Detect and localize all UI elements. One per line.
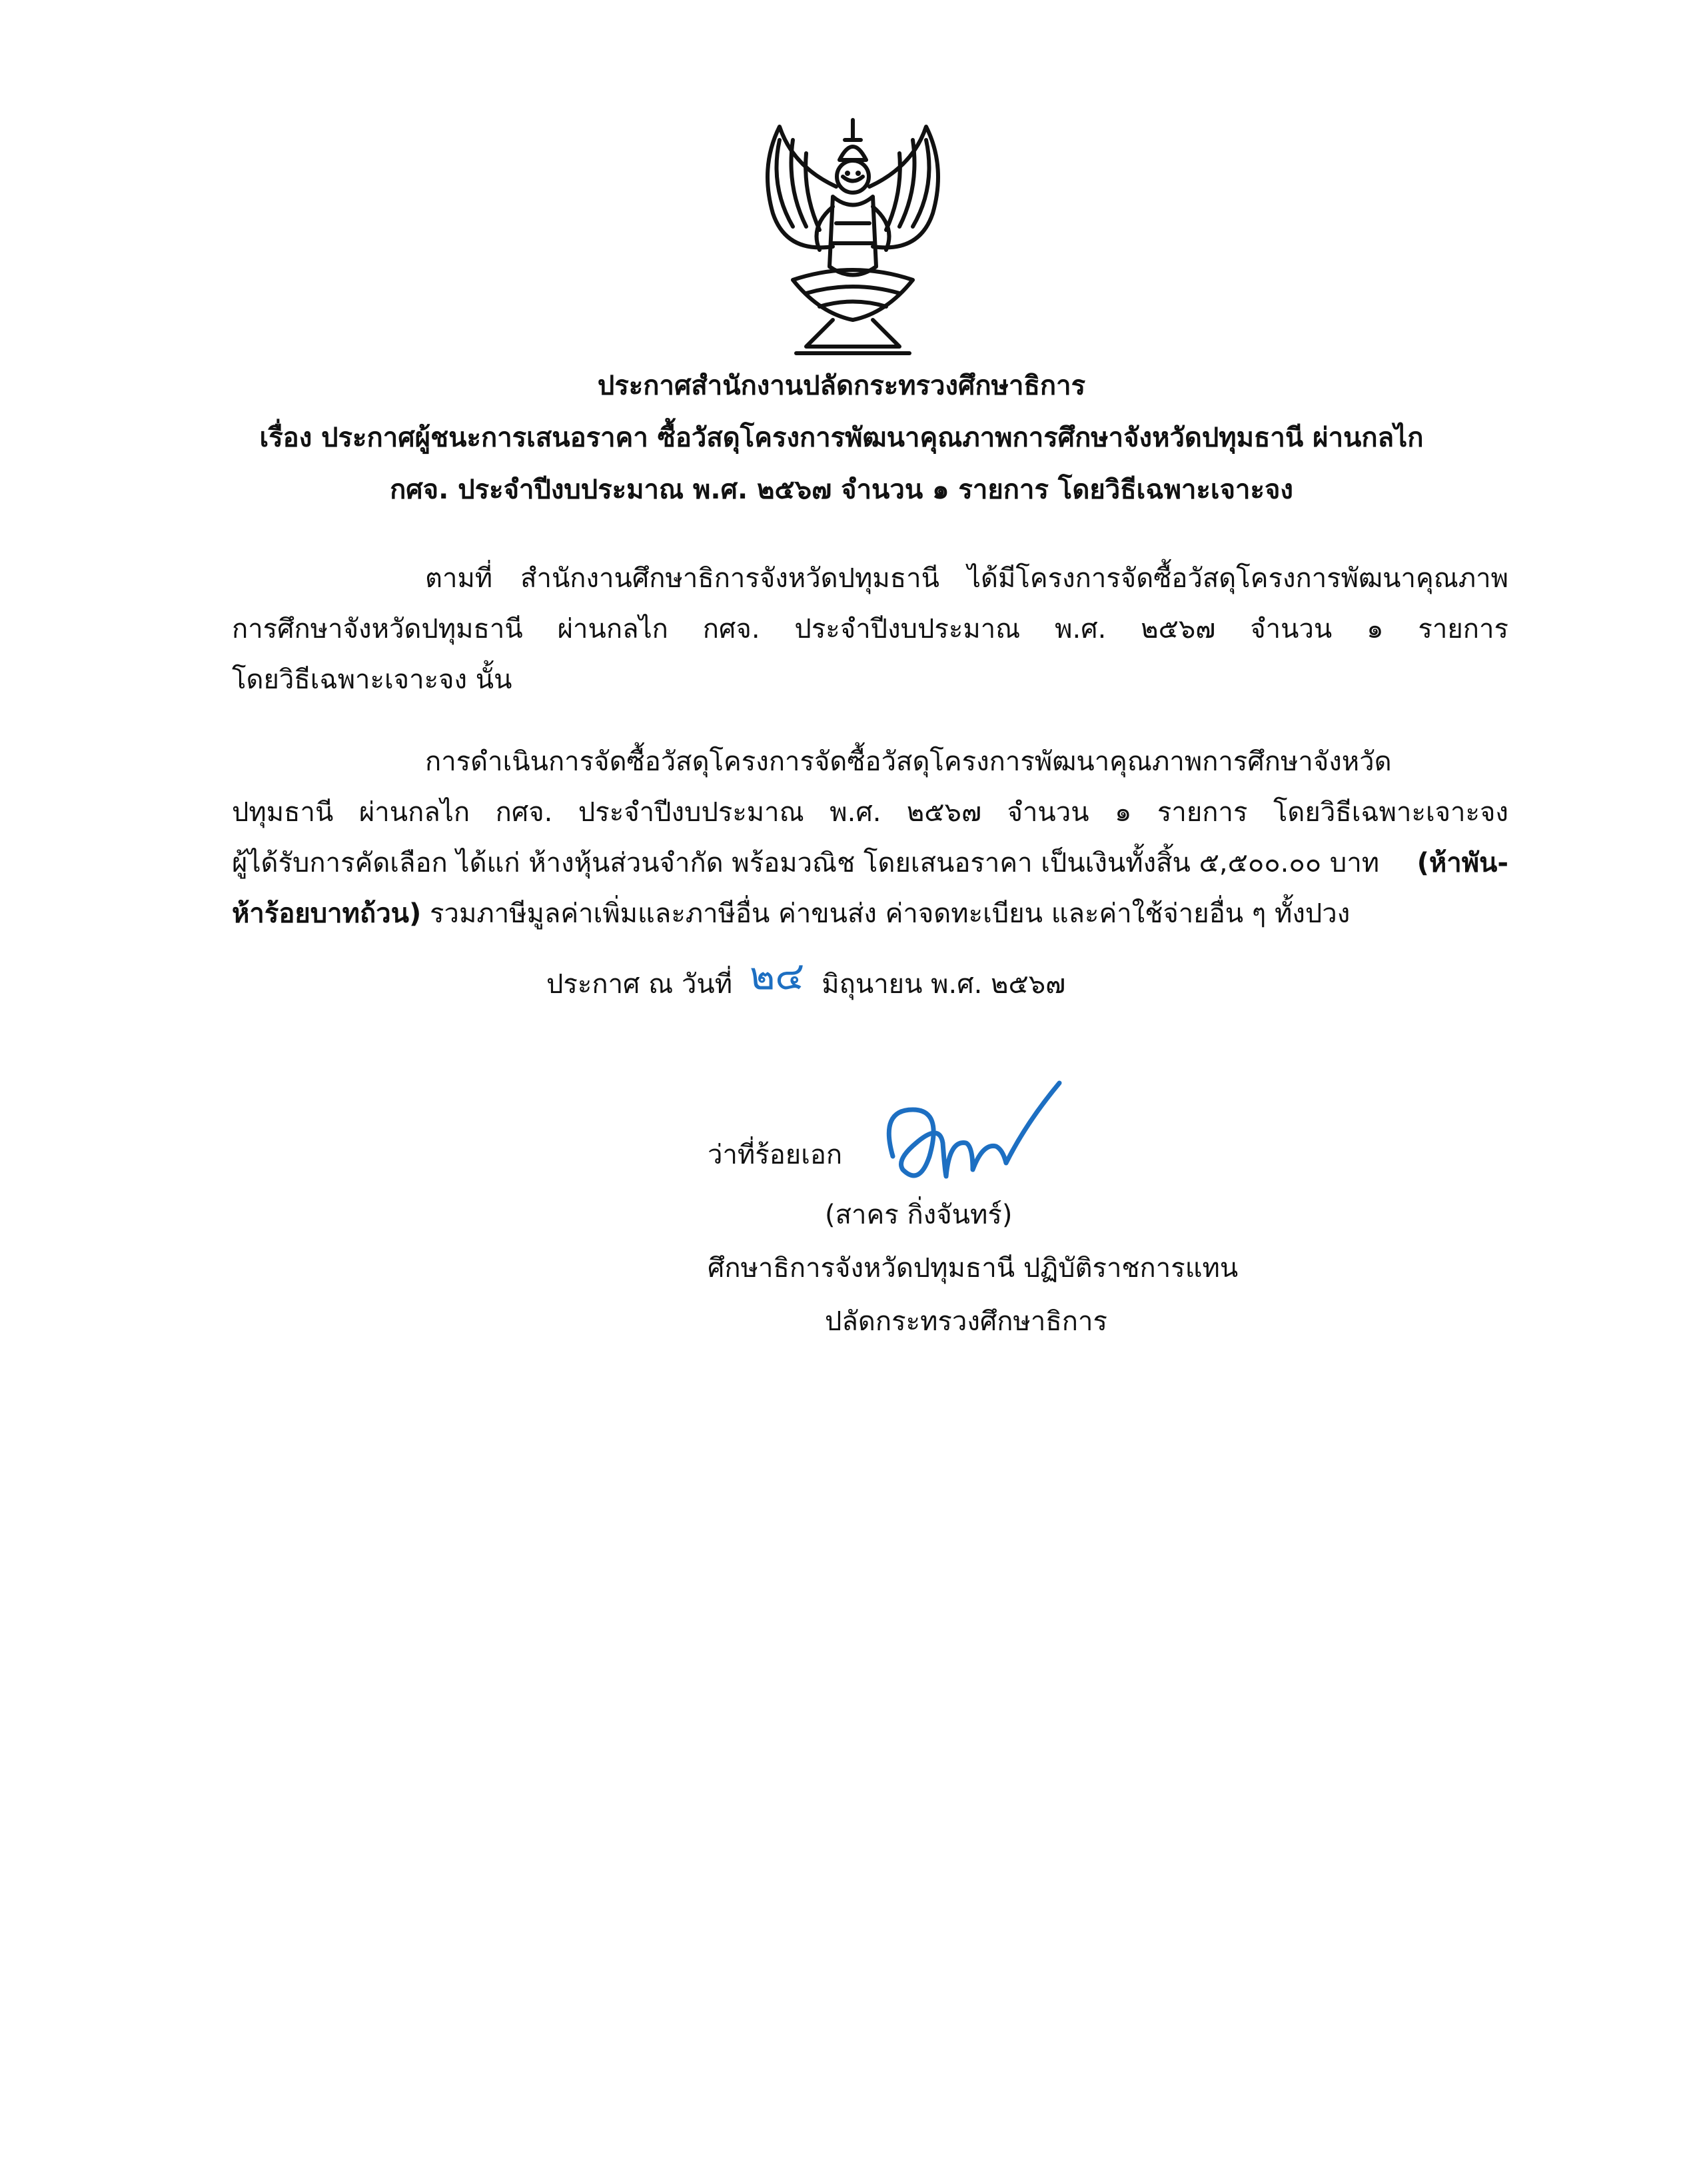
text: ผู้ได้รับการคัดเลือก ได้แก่ ห้างหุ้นส่วนจำกัด พร้อมวณิช โดยเสนอราคา เป็นเงินทั้งสิ้น ๕,๕๐๐.๐๐ บาท (232, 848, 1380, 878)
word: รายการ (1157, 797, 1248, 828)
paragraph-2 (232, 736, 1508, 939)
word: ได้มีโครงการจัดซื้อวัสดุโครงการพัฒนาคุณภาพ (967, 563, 1508, 594)
word: ผ่านกลไก (557, 614, 668, 644)
word: ปทุมธานี (232, 797, 334, 828)
word: โดยวิธีเฉพาะเจาะจง (1273, 797, 1508, 828)
text: รวมภาษีมูลค่าเพิ่มและภาษีอื่น ค่าขนส่ง ค่าจดทะเบียน และค่าใช้จ่ายอื่น ๆ ทั้งปวง (421, 898, 1351, 929)
paragraph-2-line-1 (232, 736, 1508, 787)
word: พ.ศ. (1055, 614, 1107, 644)
word: ๑ (1115, 797, 1132, 828)
title-line-1: ประกาศสำนักงานปลัดกระทรวงศึกษาธิการ (597, 371, 1086, 401)
date-prefix: ประกาศ ณ วันที่ (546, 969, 733, 1000)
word: ตามที่ (425, 563, 493, 594)
paragraph-2-line-2 (232, 787, 1508, 838)
paragraph-1-line-3 (232, 654, 1508, 705)
date-suffix: มิถุนายน พ.ศ. ๒๕๖๗ (822, 969, 1066, 1000)
signer-position-line-2: ปลัดกระทรวงศึกษาธิการ (825, 1306, 1107, 1337)
signer-rank: ว่าที่ร้อยเอก (708, 1140, 843, 1170)
word: จำนวน (1250, 614, 1333, 644)
word: กศจ. (495, 797, 553, 828)
amount-words-part-1: (ห้าพัน- (1416, 848, 1508, 878)
word: ๒๕๖๗ (1141, 614, 1216, 644)
document-title (167, 360, 1516, 516)
word: ๑ (1367, 614, 1384, 644)
handwritten-signature (866, 1070, 1066, 1210)
word: จำนวน (1007, 797, 1089, 828)
paragraph-2-line-3 (232, 838, 1508, 888)
word: ประจำปีงบประมาณ (794, 614, 1021, 644)
text: โดยวิธีเฉพาะเจาะจง นั้น (232, 664, 512, 695)
word: กศจ. (702, 614, 760, 644)
word: สำนักงานศึกษาธิการจังหวัดปทุมธานี (520, 563, 939, 594)
word: การศึกษาจังหวัดปทุมธานี (232, 614, 523, 644)
word: ประจำปีงบประมาณ (578, 797, 804, 828)
paragraph-2-line-4 (232, 888, 1508, 939)
signer-position-line-1: ศึกษาธิการจังหวัดปทุมธานี ปฏิบัติราชการแทน (708, 1253, 1239, 1284)
title-line-2: เรื่อง ประกาศผู้ชนะการเสนอราคา ซื้อวัสดุโครงการพัฒนาคุณภาพการศึกษาจังหวัดปทุมธานี ผ่านกลไก (259, 423, 1424, 453)
title-line-3: กศจ. ประจำปีงบประมาณ พ.ศ. ๒๕๖๗ จำนวน ๑ รายการ โดยวิธีเฉพาะเจาะจง (390, 475, 1293, 505)
date-day-handwritten: ๒๔ (750, 953, 805, 998)
word: พ.ศ. (830, 797, 881, 828)
paragraph-1 (232, 553, 1508, 705)
garuda-emblem-icon (733, 113, 973, 360)
paragraph-1-line-2 (232, 604, 1508, 654)
text: การดำเนินการจัดซื้อวัสดุโครงการจัดซื้อวัสดุโครงการพัฒนาคุณภาพการศึกษาจังหวัด (425, 746, 1392, 777)
word: รายการ (1418, 614, 1508, 644)
word: ๒๕๖๗ (906, 797, 982, 828)
signer-name: (สาคร กิ่งจันทร์) (825, 1200, 1013, 1230)
word: ผ่านกลไก (358, 797, 470, 828)
amount-words-part-2: ห้าร้อยบาทถ้วน) (232, 898, 422, 929)
announcement-date (546, 953, 1065, 1011)
paragraph-1-line-1 (232, 553, 1508, 604)
